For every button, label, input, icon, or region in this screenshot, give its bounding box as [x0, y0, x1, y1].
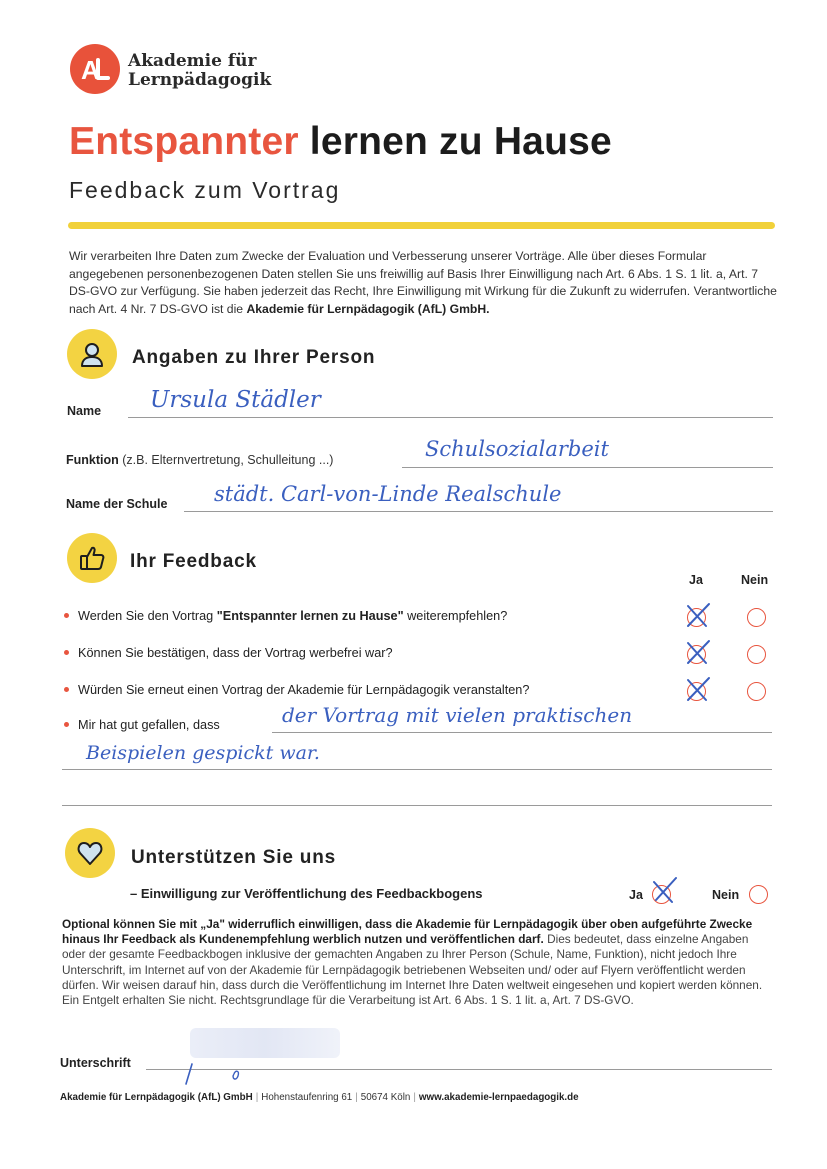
feedback-section-heading: Ihr Feedback — [130, 551, 257, 572]
privacy-intro-org: Akademie für Lernpädagogik (AfL) GmbH. — [246, 301, 490, 316]
checkmark-icon — [684, 639, 712, 667]
person-icon — [77, 339, 107, 369]
signature-stroke — [176, 1052, 256, 1088]
footer-street: Hohenstaufenring 61 — [261, 1092, 353, 1103]
checkmark-icon — [650, 876, 678, 904]
logo-text — [128, 52, 271, 90]
school-line — [184, 511, 773, 512]
logo-line-1: Akademie für — [128, 51, 257, 71]
page-title — [69, 120, 612, 164]
title-rest: lernen zu Hause — [309, 120, 612, 163]
question-1-post: weiterempfehlen? — [407, 609, 508, 623]
support-yes-label: Ja — [629, 888, 643, 902]
svg-text:A: A — [81, 55, 100, 84]
logo-line-2: Lernpädagogik — [128, 70, 272, 90]
function-field[interactable]: Schulsozialarbeit — [425, 437, 609, 461]
consent-bold: Optional können Sie mit „Ja" widerruflich einwilligen, dass die Akademie für Lernpädagogik über oben aufgeführte Zwecke hinaus Ihr Feedback als Kundenempfehlung werblich nutzen und veröffentlichen darf. — [62, 917, 753, 947]
signature-label: Unterschrift — [60, 1056, 131, 1070]
column-no: Nein — [741, 573, 769, 587]
person-section-heading: Angaben zu Ihrer Person — [132, 347, 376, 368]
liked-line-1 — [272, 732, 772, 733]
checkmark-icon — [684, 676, 712, 704]
liked-line-2 — [62, 769, 772, 770]
support-no-radio[interactable] — [749, 885, 768, 904]
footer-company: Akademie für Lernpädagogik (AfL) GmbH — [60, 1092, 253, 1103]
q1-no-radio[interactable] — [747, 608, 766, 627]
question-3: Würden Sie erneut einen Vortrag der Akademie für Lernpädagogik veranstalten? — [78, 683, 530, 697]
support-no-label: Nein — [712, 888, 740, 902]
footer-website-link[interactable]: www.akademie-lernpaedagogik.de — [418, 1092, 579, 1103]
function-label-text: Funktion — [66, 453, 119, 467]
question-1-bold: "Entspannter lernen zu Hause" — [216, 609, 404, 623]
liked-line-3 — [62, 805, 772, 806]
heart-icon — [75, 838, 105, 868]
bullet — [64, 687, 69, 692]
title-accent: Entspannter — [69, 120, 299, 163]
liked-field-line-1[interactable]: der Vortrag mit vielen praktischen — [282, 703, 633, 727]
liked-field-line-2[interactable]: Beispielen gespickt war. — [86, 742, 320, 764]
bullet — [64, 722, 69, 727]
function-label — [66, 453, 333, 467]
consent-body: Dies bedeutet, dass einzelne Angaben oder der gesamte Feedbackbogen inklusive der gemachten Angaben zu Ihrer Person (Schule, Name, Funktion), nicht jedoch Ihre Unterschrift, im Internet auf von der Akademie für Lernpädagogik betriebenen Webseiten und/ oder auf Flyern veröffentlicht werden dürfen. Wir weisen darauf hin, dass durch die Veröffentlichung im Internet Ihre Daten weltweit eingesehen und kopiert werden können. Ein Entgelt erhalten Sie nicht. Rechtsgrundlage für die Verarbeitung ist Art. 6 Abs. 1 S. 1 lit. a, Art. 7 DS-GVO. — [62, 932, 763, 1008]
name-field[interactable]: Ursula Städler — [150, 387, 321, 413]
school-label: Name der Schule — [66, 497, 168, 511]
divider-bar — [68, 222, 775, 229]
function-line — [402, 467, 773, 468]
thumbs-up-icon — [77, 543, 107, 573]
support-section-heading: Unterstützen Sie uns — [131, 847, 336, 868]
liked-label: Mir hat gut gefallen, dass — [78, 718, 220, 732]
school-field[interactable]: städt. Carl-von-Linde Realschule — [214, 482, 562, 506]
question-1-pre: Werden Sie den Vortrag — [78, 609, 214, 623]
logo-icon — [70, 44, 120, 94]
q2-no-radio[interactable] — [747, 645, 766, 664]
bullet — [64, 613, 69, 618]
bullet — [64, 650, 69, 655]
q3-no-radio[interactable] — [747, 682, 766, 701]
feedback-section-icon — [67, 533, 117, 583]
privacy-intro — [69, 248, 777, 318]
column-yes: Ja — [689, 573, 703, 587]
function-hint: (z.B. Elternvertretung, Schulleitung ...) — [122, 453, 334, 467]
checkmark-icon — [684, 602, 712, 630]
support-section-icon — [65, 828, 115, 878]
question-2: Können Sie bestätigen, dass der Vortrag werbefrei war? — [78, 646, 393, 660]
consent-text — [62, 917, 772, 1008]
support-subheading: – Einwilligung zur Veröffentlichung des Feedbackbogens — [130, 886, 483, 901]
page-subtitle: Feedback zum Vortrag — [69, 177, 341, 203]
footer: Akademie für Lernpädagogik (AfL) GmbH | Hohenstaufenring 61 | 50674 Köln | www.akademie-lernpaedagogik.de — [60, 1092, 579, 1103]
footer-city: 50674 Köln — [360, 1092, 411, 1103]
name-label: Name — [67, 404, 102, 418]
person-section-icon — [67, 329, 117, 379]
privacy-intro-text: Wir verarbeiten Ihre Daten zum Zwecke der Evaluation und Verbesserung unserer Vorträge. Alle über dieses Formular angegebenen personenbezogenen Daten stellen Sie uns freiwillig auf Basis Ihrer Einwilligung nach Art. 6 Abs. 1 S. 1 lit. a, Art. 7 DS-GVO zur Verfügung. Sie haben jederzeit das Recht, Ihre Einwilligung mit Wirkung für die Zukunft zu widerrufen. Verantwortliche nach Art. 4 Nr. 7 DS-GVO ist die — [69, 249, 777, 316]
question-1 — [78, 609, 507, 623]
name-line — [128, 417, 773, 418]
